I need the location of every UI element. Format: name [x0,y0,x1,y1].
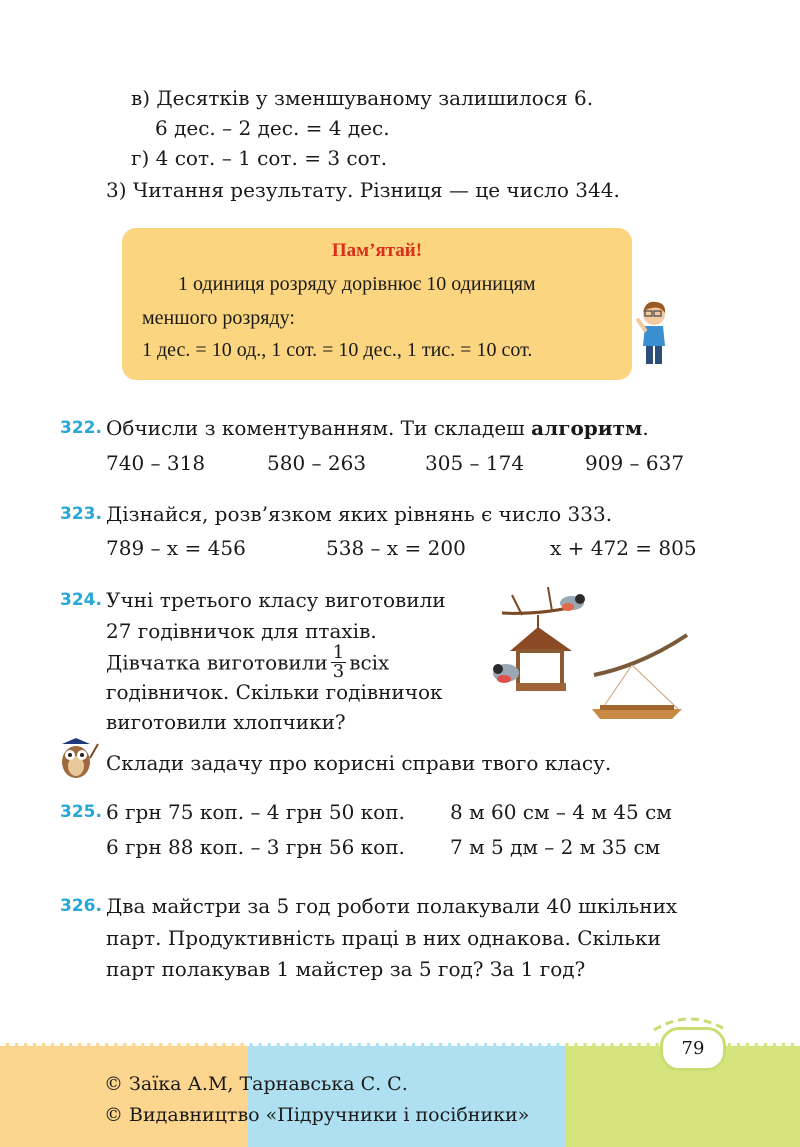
task-322-text [106,416,649,440]
task-324-line-4: годівничок. Скільки годівничок [106,680,443,704]
fraction-numerator: 1 [332,642,345,663]
task-323-text: Дізнайся, розв’язком яких рівнянь є число 333. [106,502,613,526]
task-325-row-1b: 8 м 60 см – 4 м 45 см [450,800,672,824]
task-323-number: 323. [60,504,102,524]
task-322-expr-2: 580 – 263 [267,451,367,475]
task-324-line-5: виготовили хлопчики? [106,710,346,734]
task-323-eq-2: 538 – x = 200 [326,536,466,560]
task-323-eq-3: x + 472 = 805 [550,536,697,560]
step-3: 3) Читання результату. Різниця — це число 344. [106,178,620,202]
task-324-line-3 [106,644,389,684]
remember-line-3: 1 дес. = 10 од., 1 сот. = 10 дес., 1 тис. = 10 сот. [142,339,533,361]
step-v-calc: 6 дес. – 2 дес. = 4 дес. [155,116,390,140]
remember-box [122,228,632,380]
remember-line-2: меншого розряду: [142,307,295,329]
task-322-end: . [642,416,649,440]
task-324-line-3a: Дівчатка виготовили [106,650,328,675]
step-v: в) Десятків у зменшуваному залишилося 6. [131,86,594,110]
task-324-number: 324. [60,590,102,610]
remember-line-1: 1 одиниця розряду дорівнює 10 одиницям [178,273,536,295]
bird-feeders-illustration [482,585,694,733]
task-325-row-2a: 6 грн 88 коп. – 3 грн 56 коп. [106,835,405,859]
task-322-bold: алгоритм [531,416,643,440]
fraction-denominator: 3 [332,661,345,682]
task-322-expr-4: 909 – 637 [585,451,685,475]
page-number: 79 [660,1027,726,1071]
remember-title: Пам’ятай! [331,240,423,261]
task-326-line-3: парт полакував 1 майстер за 5 год? За 1 год? [106,957,586,981]
task-322-expr-1: 740 – 318 [106,451,206,475]
owl-icon [56,738,100,780]
task-324-line-1: Учні третього класу виготовили [106,588,446,612]
task-324-line-2: 27 годівничок для птахів. [106,619,377,643]
task-325-number: 325. [60,802,102,822]
task-326-line-1: Два майстри за 5 год роботи полакували 40 шкільних [106,894,678,918]
task-326-number: 326. [60,896,102,916]
task-323-eq-1: 789 – x = 456 [106,536,246,560]
fraction-one-third [331,644,346,681]
boy-illustration [636,300,672,368]
task-325-row-1a: 6 грн 75 коп. – 4 грн 50 коп. [106,800,405,824]
copyright-publisher: © Видавництво «Підручники і посібники» [104,1104,530,1126]
step-g: г) 4 сот. – 1 сот. = 3 сот. [131,146,388,170]
task-324-extra: Склади задачу про корисні справи твого класу. [106,751,612,775]
task-324-line-3b: всіх [349,650,390,675]
task-322-expr-3: 305 – 174 [425,451,525,475]
task-326-line-2: парт. Продуктивність праці в них однакова. Скільки [106,926,661,950]
task-322-number: 322. [60,418,102,438]
copyright-authors: © Заїка А.М, Тарнавська С. С. [104,1073,408,1095]
task-325-row-2b: 7 м 5 дм – 2 м 35 см [450,835,661,859]
task-322-prompt: Обчисли з коментуванням. Ти складеш [106,416,532,440]
